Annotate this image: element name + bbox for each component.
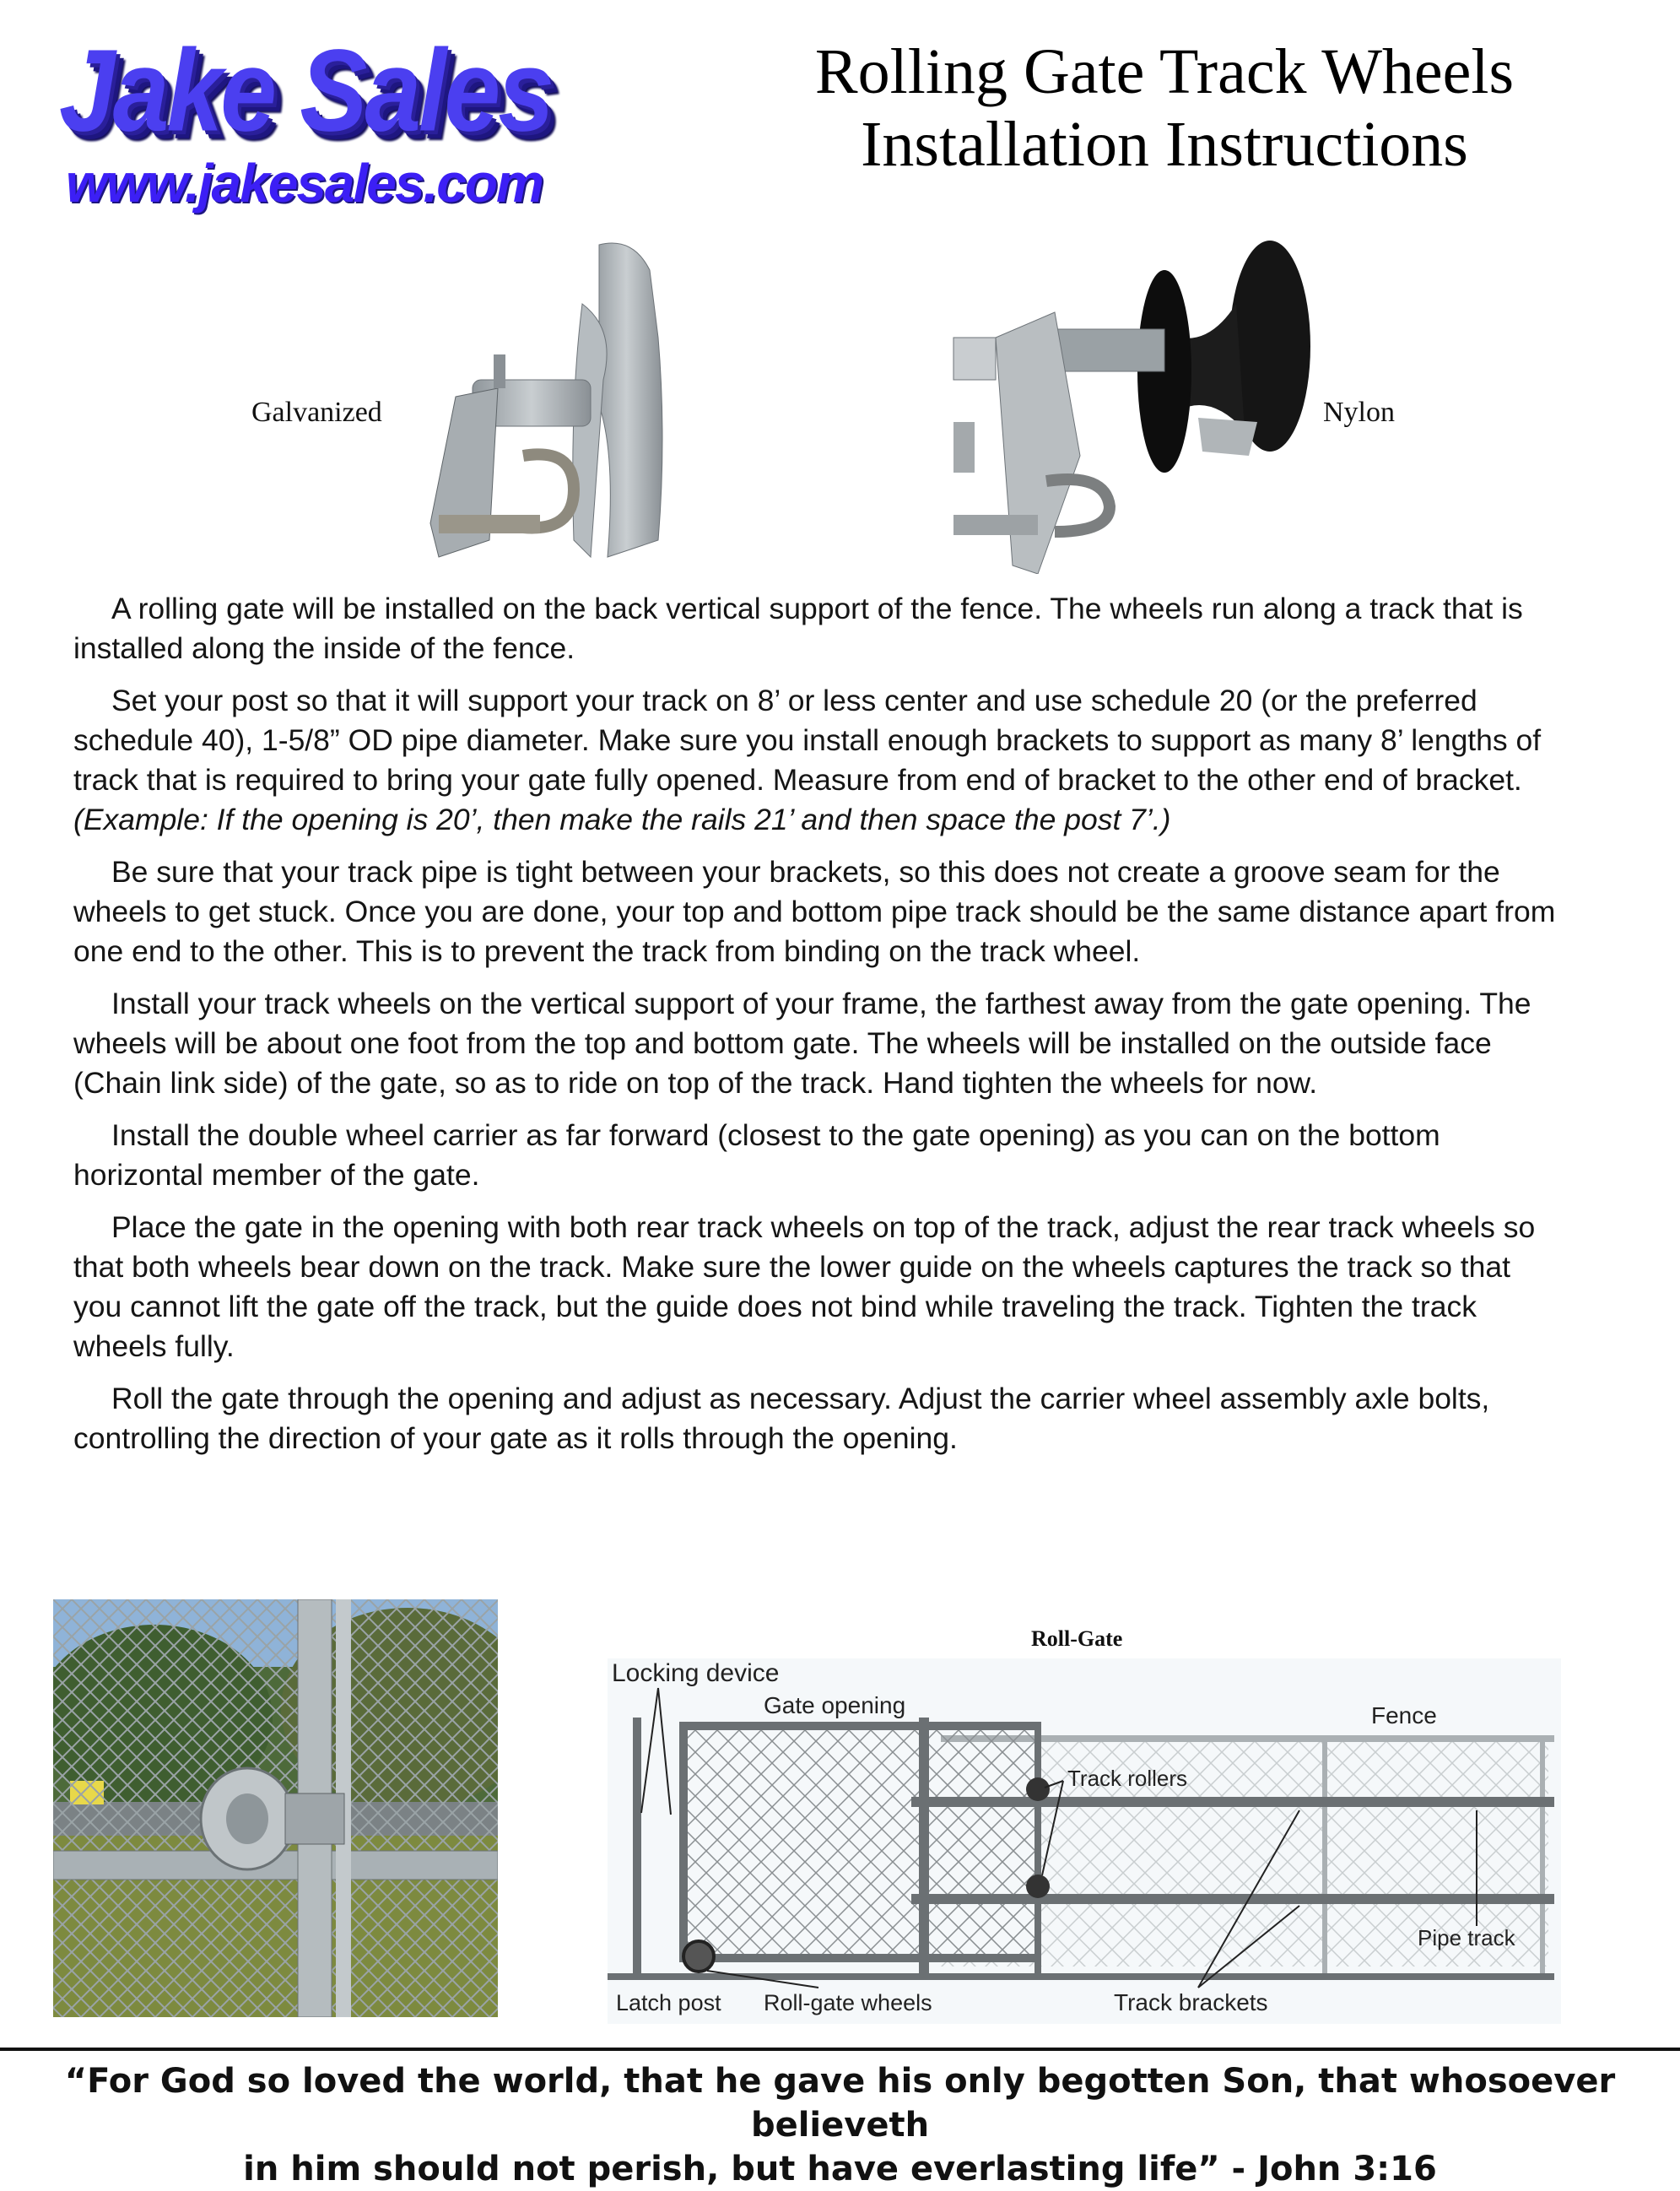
- logo-name: Jake Sales: [59, 25, 552, 156]
- paragraph-track-pipe: Be sure that your track pipe is tight between your brackets, so this does not create a groove seam for the wheels to get stuck. Once you are done, your top and bottom pipe track should be the same distance apart from one end to the other. This is to prevent the track from binding on the track wheel.: [73, 855, 1556, 968]
- paragraph-carrier: Install the double wheel carrier as far forward (closest to the gate opening) as you can on the bottom horizontal member of the gate.: [73, 1118, 1440, 1192]
- title-line-2: Installation Instructions: [861, 109, 1468, 180]
- quote-line-2: in him should not perish, but have everlasting life” - John 3:16: [243, 2150, 1437, 2188]
- label-pipe-track: Pipe track: [1418, 1925, 1515, 1950]
- footer-quote: [0, 2059, 1680, 2191]
- label-gate-opening: Gate opening: [764, 1692, 906, 1718]
- label-latch-post: Latch post: [616, 1990, 721, 2015]
- quote-line-1: “For God so loved the world, that he gave his only begotten Son, that whosoever believeth: [64, 2062, 1616, 2145]
- galvanized-caption: Galvanized: [251, 397, 382, 428]
- title-line-1: Rolling Gate Track Wheels: [814, 36, 1515, 107]
- installed-wheel-photo: [53, 1599, 498, 2017]
- paragraph-example: (Example: If the opening is 20’, then make the rails 21’ and then space the post 7’.): [73, 803, 1171, 836]
- footer-divider: [0, 2048, 1680, 2051]
- paragraph-posts: Set your post so that it will support your track on 8’ or less center and use schedule 20 (or the preferred schedule 40), 1-5/8” OD pipe diameter. Make sure you install enough brackets to support as many 8’ lengths of track that is required to bring your gate fully opened. Measure from end of bracket to the other end of bracket.: [73, 684, 1542, 797]
- nylon-wheel-image: [945, 236, 1316, 574]
- logo-url[interactable]: www.jakesales.com: [66, 153, 543, 214]
- nylon-caption: Nylon: [1323, 397, 1395, 428]
- paragraph-track-wheels: Install your track wheels on the vertical support of your frame, the farthest away from the gate opening. The wheels will be about one foot from the top and bottom gate. The wheels will be installed on the outside face (Chain link side) of the gate, so as to ride on top of the track. Hand tighten the wheels for now.: [73, 987, 1531, 1100]
- label-track-brackets: Track brackets: [1114, 1989, 1268, 2015]
- diagram-title: Roll-Gate: [1031, 1626, 1123, 1651]
- paragraph-place-gate: Place the gate in the opening with both rear track wheels on top of the track, adjust the rear track wheels so that both wheels bear down on the track. Make sure the lower guide on the wheels captures the track so that you cannot lift the gate off the track, but the guide does not bind while traveling the track. Tighten the track wheels fully.: [73, 1210, 1536, 1363]
- label-fence: Fence: [1371, 1702, 1437, 1728]
- label-locking-device: Locking device: [612, 1659, 780, 1687]
- paragraph-roll-gate: Roll the gate through the opening and adjust as necessary. Adjust the carrier wheel assembly axle bolts, controlling the direction of your gate as it rolls through the opening.: [73, 1382, 1490, 1455]
- instructions-body: [73, 589, 1567, 1471]
- label-track-rollers: Track rollers: [1067, 1766, 1188, 1791]
- paragraph-intro: A rolling gate will be installed on the back vertical support of the fence. The wheels run along a track that is installed along the inside of the fence.: [73, 592, 1523, 665]
- page-title: [759, 35, 1569, 181]
- galvanized-wheel-image: [405, 236, 743, 574]
- label-roll-gate-wheels: Roll-gate wheels: [764, 1990, 932, 2015]
- roll-gate-diagram: [608, 1620, 1561, 2024]
